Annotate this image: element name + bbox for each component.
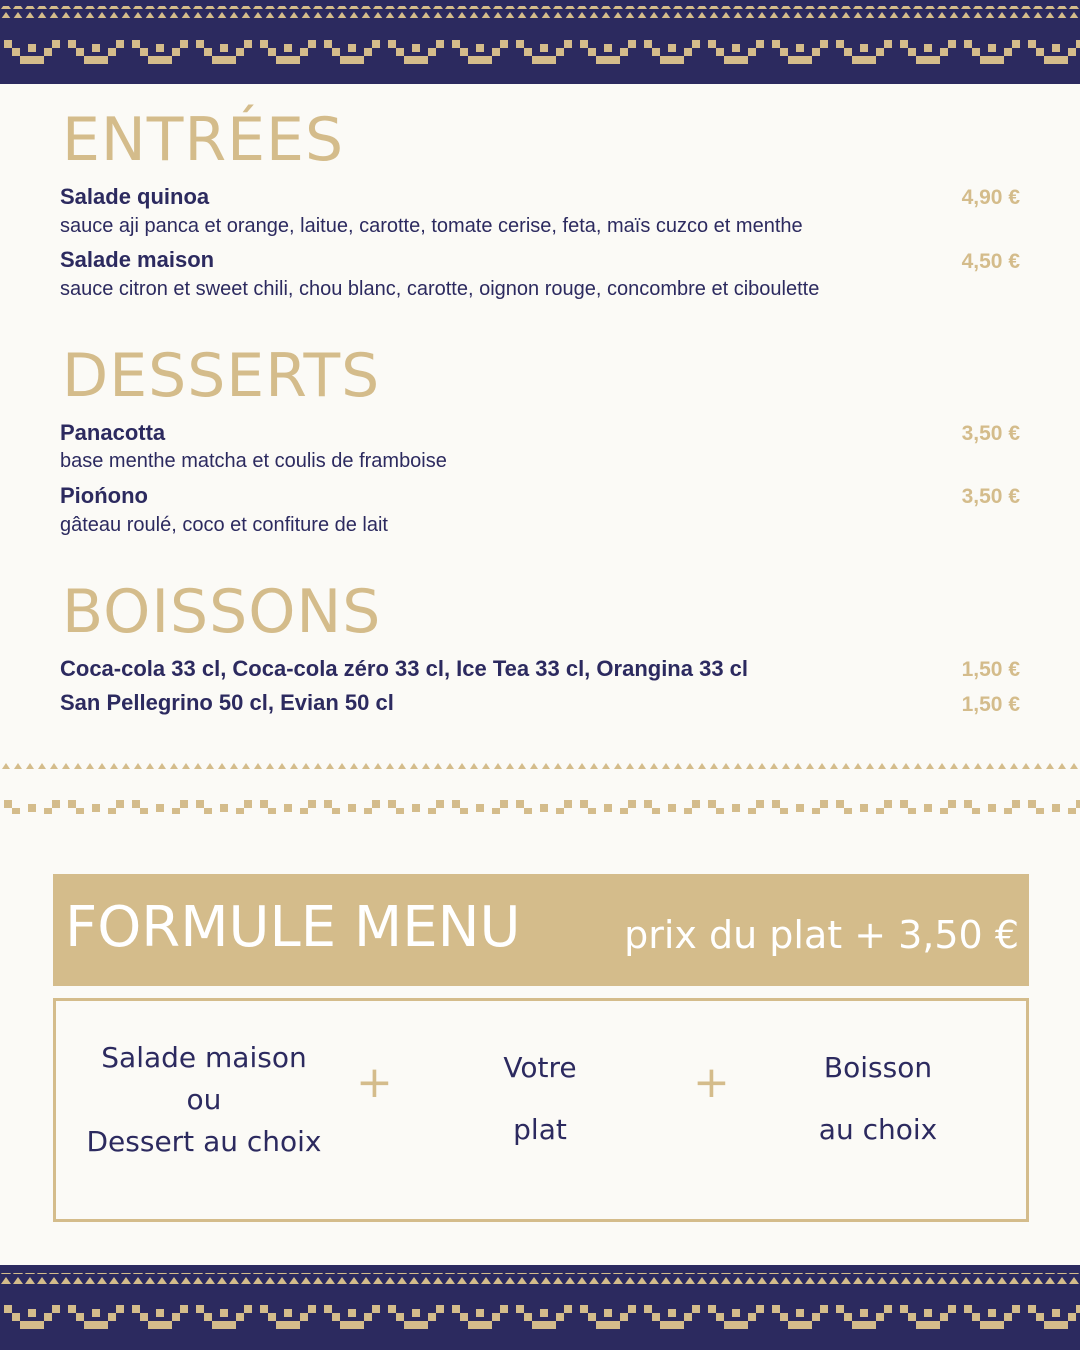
middle-pattern-band: [0, 760, 1080, 820]
formule-option-line: au choix: [818, 1113, 938, 1146]
formule-option-line: plat: [513, 1113, 567, 1146]
plus-icon: +: [356, 1057, 393, 1108]
menu-item-price: 1,50 €: [961, 658, 1020, 681]
top-pattern: [0, 0, 1080, 84]
bottom-pattern: [0, 1265, 1080, 1350]
formule-price: prix du plat + 3,50 €: [624, 913, 1019, 957]
formule-title: FORMULE MENU: [65, 895, 521, 960]
menu-item-name: San Pellegrino 50 cl, Evian 50 cl: [60, 690, 394, 715]
menu-item-name: Salade quinoa: [60, 184, 210, 209]
section-title-boissons: BOISSONS: [62, 577, 382, 647]
menu-item-name: Salade maison: [60, 247, 215, 272]
menu-item-name: Panacotta: [60, 420, 166, 445]
menu-item-price: 3,50 €: [961, 485, 1020, 508]
top-pattern-band: [0, 0, 1080, 84]
formule-option-line: Salade maison: [101, 1041, 307, 1074]
middle-pattern: [0, 760, 1080, 820]
formule-option-line: Boisson: [823, 1051, 933, 1084]
menu-item-price: 1,50 €: [961, 693, 1020, 716]
menu-item-price: 4,50 €: [961, 250, 1020, 273]
formule-option-starter-or-dessert: [56, 1037, 352, 1163]
menu-item-description: base menthe matcha et coulis de framboise: [60, 450, 447, 472]
formule-option-line: Votre: [503, 1051, 577, 1084]
formule-banner: [53, 874, 1029, 986]
formule-option-main: [442, 1037, 638, 1161]
bottom-pattern-band: [0, 1265, 1080, 1350]
section-title-entrees: ENTRÉES: [62, 105, 345, 175]
formule-option-line: ou: [186, 1083, 222, 1116]
menu-item-description: gâteau roulé, coco et confiture de lait: [60, 514, 388, 536]
menu-item-description: sauce citron et sweet chili, chou blanc, carotte, oignon rouge, concombre et ciboulette: [60, 278, 820, 300]
menu-item-name: Piońono: [60, 483, 148, 508]
section-title-desserts: DESSERTS: [62, 341, 381, 411]
formule-box: [53, 998, 1029, 1222]
menu-item-price: 4,90 €: [961, 186, 1020, 209]
formule-option-drink: [778, 1037, 978, 1161]
menu-item-price: 3,50 €: [961, 422, 1020, 445]
menu-item-name: Coca-cola 33 cl, Coca-cola zéro 33 cl, Ice Tea 33 cl, Orangina 33 cl: [60, 656, 749, 681]
formule-option-line: Dessert au choix: [86, 1125, 322, 1158]
plus-icon: +: [693, 1057, 730, 1108]
menu-item-description: sauce aji panca et orange, laitue, carotte, tomate cerise, feta, maïs cuzco et menthe: [60, 215, 803, 237]
